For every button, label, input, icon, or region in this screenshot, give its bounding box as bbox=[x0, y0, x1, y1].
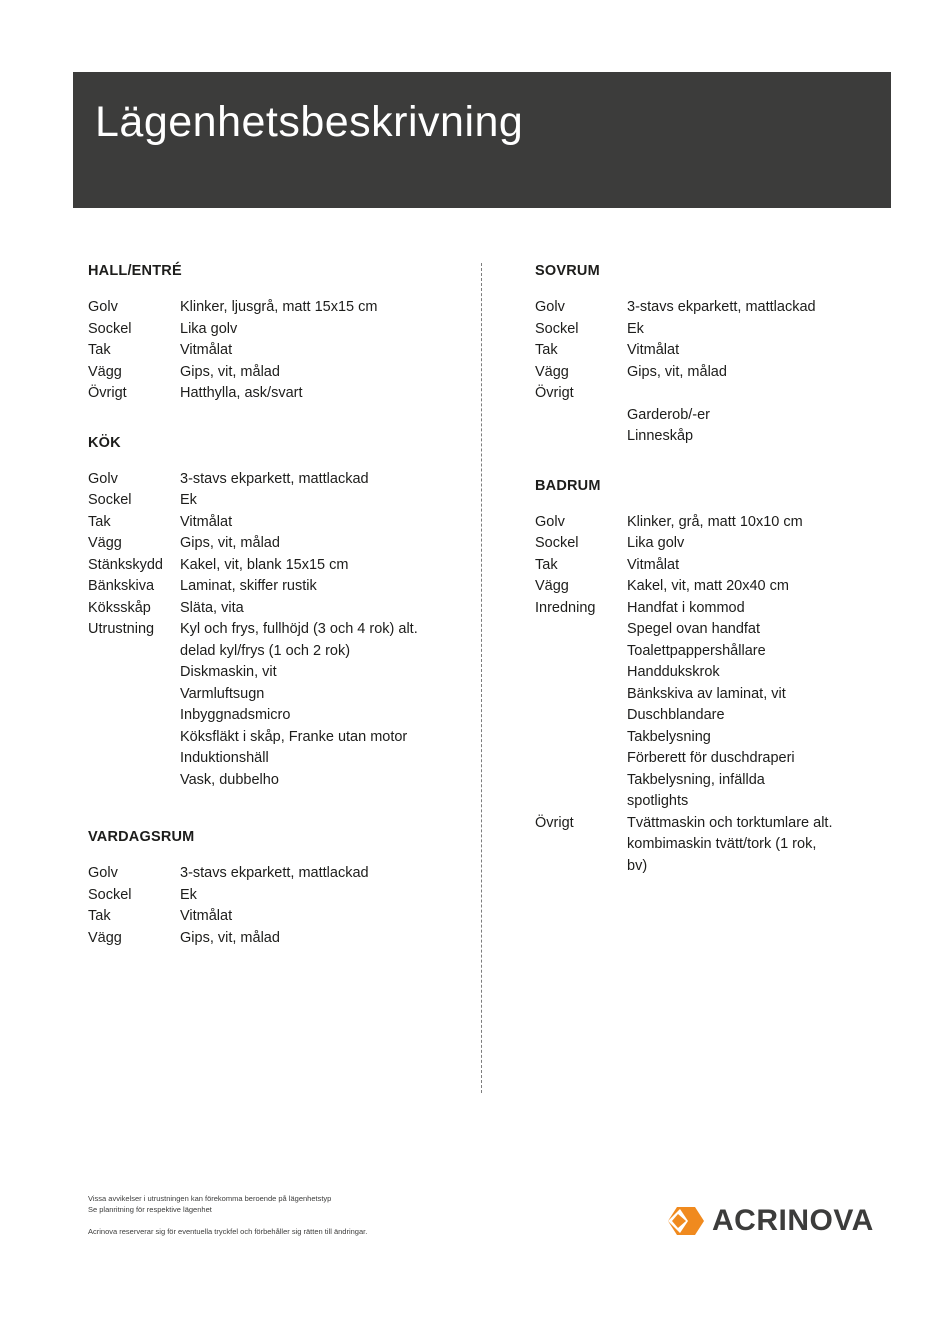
header-banner bbox=[73, 72, 891, 208]
row-label: Vägg bbox=[535, 578, 569, 594]
acrinova-logo bbox=[668, 1204, 874, 1238]
table-row bbox=[88, 885, 463, 907]
row-value-line: spotlights bbox=[627, 793, 689, 809]
row-value: Släta, vita bbox=[180, 599, 244, 616]
row-value: Kakel, vit, matt 20x40 cm bbox=[627, 578, 789, 594]
section-heading: KÖK bbox=[88, 434, 121, 451]
section-gap bbox=[88, 409, 463, 435]
row-value-list bbox=[627, 813, 905, 878]
row-label: Köksskåp bbox=[88, 599, 151, 616]
table-row bbox=[88, 362, 463, 384]
row-label: Tak bbox=[88, 908, 111, 924]
section-hall-entre bbox=[88, 263, 463, 405]
row-value: 3-stavs ekparkett, mattlackad bbox=[180, 470, 369, 487]
row-value: 3-stavs ekparkett, mattlackad bbox=[627, 299, 816, 315]
row-value-line: Takbelysning, infällda bbox=[627, 771, 765, 788]
table-row bbox=[88, 469, 463, 491]
row-value-list bbox=[627, 598, 905, 813]
footer-disclaimer bbox=[88, 1193, 518, 1237]
row-value-line: Diskmaskin, vit bbox=[180, 664, 277, 680]
row-label: Övrigt bbox=[88, 385, 127, 401]
table-row bbox=[535, 319, 905, 341]
row-value: Kakel, vit, blank 15x15 cm bbox=[180, 556, 349, 573]
footer-note-line-1: Vissa avvikelser i utrustningen kan förekomma beroende på lägenhetstyp bbox=[88, 1194, 332, 1203]
row-label: Stänkskydd bbox=[88, 556, 163, 573]
table-row bbox=[535, 555, 905, 577]
row-value-list bbox=[627, 383, 905, 448]
footer-note-line-3: Acrinova reserverar sig för eventuella tryckfel och förbehåller sig rätten till ändringar. bbox=[88, 1227, 368, 1236]
row-label: Golv bbox=[88, 470, 118, 487]
row-value: Gips, vit, målad bbox=[180, 363, 280, 380]
row-label: Tak bbox=[535, 342, 558, 358]
row-label: Golv bbox=[88, 299, 118, 315]
row-label: Övrigt bbox=[535, 385, 574, 401]
row-label: Golv bbox=[88, 865, 118, 881]
spec-table bbox=[88, 863, 463, 949]
row-label: Vägg bbox=[88, 929, 122, 946]
row-value: Vitmålat bbox=[627, 342, 680, 358]
section-gap bbox=[535, 452, 905, 478]
table-row bbox=[535, 512, 905, 534]
row-value: Vitmålat bbox=[180, 513, 233, 530]
row-label: Bänkskiva bbox=[88, 578, 155, 594]
section-gap bbox=[88, 795, 463, 829]
table-row bbox=[88, 598, 463, 620]
table-row bbox=[88, 297, 463, 319]
row-value-line: Förberett för duschdraperi bbox=[627, 750, 795, 766]
table-row bbox=[535, 813, 905, 878]
footer-note-line-2: Se planritning för respektive lägenhet bbox=[88, 1205, 212, 1214]
row-value-list bbox=[180, 619, 463, 791]
left-column bbox=[88, 263, 463, 953]
page-title: Lägenhetsbeskrivning bbox=[95, 98, 524, 146]
row-value-line: Varmluftsugn bbox=[180, 685, 265, 702]
row-label: Golv bbox=[535, 299, 565, 315]
section-heading: HALL/ENTRÉ bbox=[88, 263, 182, 279]
section-heading: VARDAGSRUM bbox=[88, 829, 195, 845]
section-badrum bbox=[535, 478, 905, 878]
row-value: Hatthylla, ask/svart bbox=[180, 385, 303, 401]
row-label: Tak bbox=[88, 513, 111, 530]
row-value: 3-stavs ekparkett, mattlackad bbox=[180, 865, 369, 881]
row-value-line: Spegel ovan handfat bbox=[627, 621, 761, 637]
row-value-line: Handdukskrok bbox=[627, 664, 720, 680]
section-heading: SOVRUM bbox=[535, 263, 600, 279]
row-value: Vitmålat bbox=[180, 342, 233, 358]
row-label: Vägg bbox=[88, 535, 122, 551]
row-value: Klinker, grå, matt 10x10 cm bbox=[627, 513, 803, 530]
table-row bbox=[88, 533, 463, 555]
row-label: Sockel bbox=[88, 886, 132, 903]
row-label: Sockel bbox=[88, 492, 132, 508]
row-value-line: Garderob/-er bbox=[627, 406, 711, 423]
row-value-line: kombimaskin tvätt/tork (1 rok, bbox=[627, 836, 817, 852]
section-sovrum bbox=[535, 263, 905, 448]
table-row bbox=[88, 340, 463, 362]
row-label: Tak bbox=[88, 342, 111, 358]
section-kok bbox=[88, 435, 463, 792]
row-value-line: Kyl och frys, fullhöjd (3 och 4 rok) alt. bbox=[180, 621, 418, 637]
table-row bbox=[88, 576, 463, 598]
table-row bbox=[88, 906, 463, 928]
table-row bbox=[535, 533, 905, 555]
row-value: Lika golv bbox=[627, 535, 685, 551]
table-row bbox=[535, 297, 905, 319]
table-row bbox=[88, 512, 463, 534]
row-value: Ek bbox=[627, 320, 644, 337]
row-value: Laminat, skiffer rustik bbox=[180, 578, 317, 594]
row-label: Sockel bbox=[535, 320, 579, 337]
section-vardagsrum bbox=[88, 829, 463, 949]
table-row bbox=[88, 383, 463, 405]
row-value-line: Duschblandare bbox=[627, 707, 725, 723]
row-value-line: Handfat i kommod bbox=[627, 599, 745, 616]
row-value: Vitmålat bbox=[180, 908, 233, 924]
row-label: Utrustning bbox=[88, 621, 155, 637]
row-label: Sockel bbox=[535, 535, 579, 551]
row-value-line: Takbelysning bbox=[627, 728, 711, 745]
spec-table bbox=[535, 297, 905, 448]
table-row bbox=[88, 928, 463, 950]
row-value: Klinker, ljusgrå, matt 15x15 cm bbox=[180, 299, 378, 315]
row-value-line: Vask, dubbelho bbox=[180, 771, 279, 788]
row-label: Golv bbox=[535, 513, 565, 530]
table-row bbox=[535, 576, 905, 598]
table-row bbox=[88, 863, 463, 885]
row-value-line: Toalettpappershållare bbox=[627, 642, 766, 659]
row-value-line: Induktionshäll bbox=[180, 750, 269, 766]
acrinova-mark-icon bbox=[668, 1204, 704, 1238]
row-value-line: delad kyl/frys (1 och 2 rok) bbox=[180, 642, 351, 659]
row-value: Ek bbox=[180, 492, 197, 508]
row-label: Övrigt bbox=[535, 814, 574, 831]
table-row bbox=[535, 383, 905, 448]
row-value: Gips, vit, målad bbox=[180, 535, 280, 551]
row-value: Gips, vit, målad bbox=[180, 929, 280, 946]
row-value-line: bv) bbox=[627, 857, 648, 874]
spec-table bbox=[88, 297, 463, 405]
row-value-line: Bänkskiva av laminat, vit bbox=[627, 685, 786, 702]
spec-table bbox=[88, 469, 463, 792]
row-value: Vitmålat bbox=[627, 556, 680, 573]
row-value-line: Tvättmaskin och torktumlare alt. bbox=[627, 814, 833, 831]
row-label: Vägg bbox=[535, 363, 569, 380]
row-value-line bbox=[627, 383, 905, 405]
right-column bbox=[535, 263, 905, 881]
table-row bbox=[535, 598, 905, 813]
row-value-line: Linneskåp bbox=[627, 428, 694, 444]
table-row bbox=[535, 340, 905, 362]
row-label: Tak bbox=[535, 556, 558, 573]
acrinova-wordmark: ACRINOVA bbox=[712, 1204, 874, 1237]
row-label: Sockel bbox=[88, 320, 132, 337]
table-row bbox=[535, 362, 905, 384]
row-label: Vägg bbox=[88, 363, 122, 380]
table-row bbox=[88, 319, 463, 341]
row-label: Inredning bbox=[535, 599, 596, 616]
table-row bbox=[88, 490, 463, 512]
column-divider bbox=[481, 263, 482, 1093]
spec-table bbox=[535, 512, 905, 878]
table-row bbox=[88, 555, 463, 577]
row-value-line: Köksfläkt i skåp, Franke utan motor bbox=[180, 728, 408, 745]
section-heading: BADRUM bbox=[535, 477, 601, 494]
table-row bbox=[88, 619, 463, 791]
row-value: Gips, vit, målad bbox=[627, 363, 727, 380]
row-value: Ek bbox=[180, 886, 197, 903]
row-value-line: Inbyggnadsmicro bbox=[180, 707, 291, 723]
row-value: Lika golv bbox=[180, 320, 238, 337]
